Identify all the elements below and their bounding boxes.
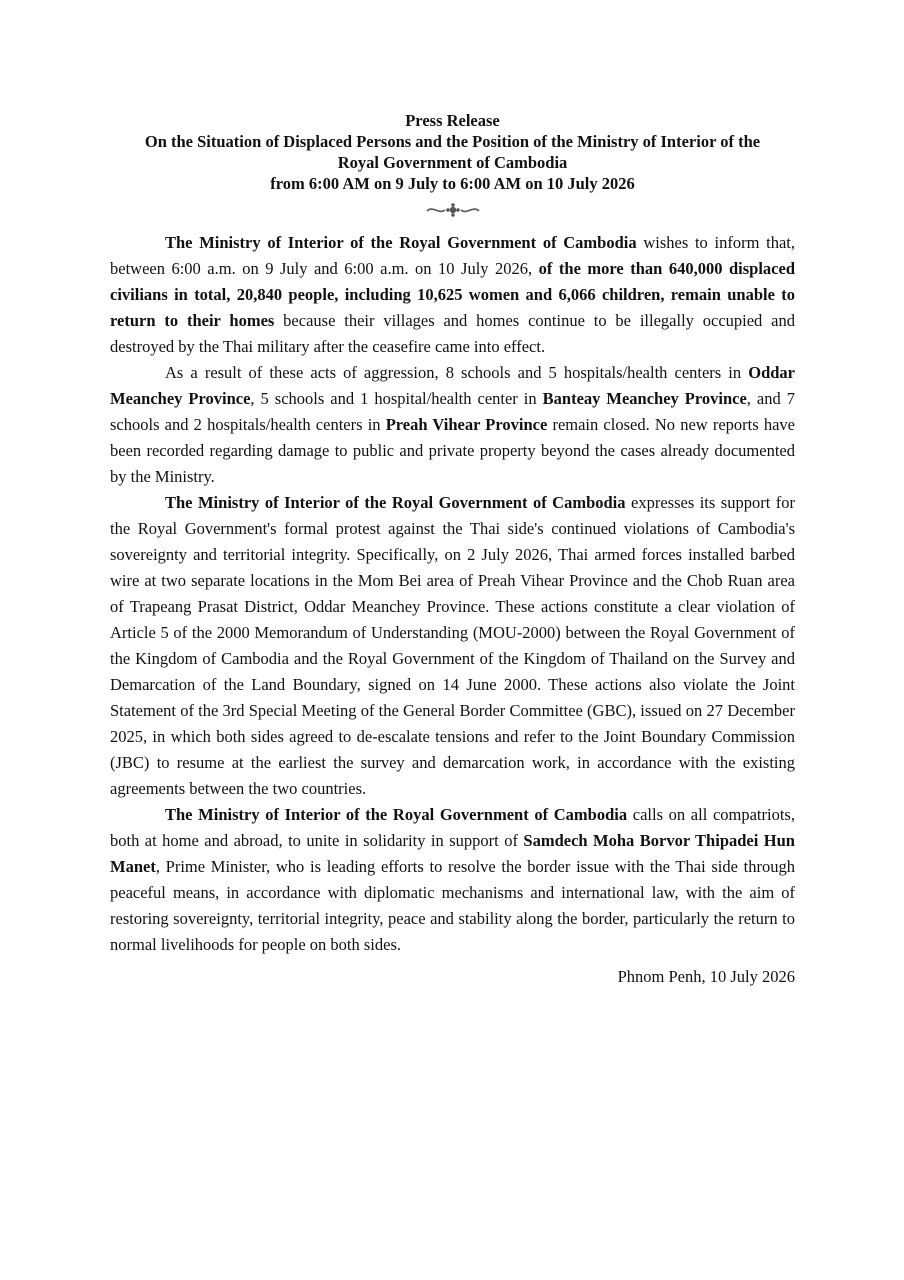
- document-period: from 6:00 AM on 9 July to 6:00 AM on 10 July 2026: [270, 174, 635, 193]
- paragraph-text: As a result of these acts of aggression, 8 schools and 5 hospitals/health centers in: [165, 363, 749, 382]
- decorative-flourish-icon: [110, 202, 795, 220]
- press-release-body: [110, 230, 795, 958]
- paragraph-text: calls on all compatriots, both at home and abroad, to unite in solidarity in support of: [110, 805, 795, 850]
- paragraph-text: remain closed. No new reports have been recorded regarding damage to public and private property beyond the cases already documented by the Ministry.: [110, 415, 795, 486]
- ministry-name: The Ministry of Interior of the Royal Government of Cambodia: [165, 805, 628, 824]
- press-release-header: [110, 110, 795, 194]
- paragraph-solidarity-call: [110, 802, 795, 958]
- press-release-page: [110, 110, 795, 990]
- ministry-name: The Ministry of Interior of the Royal Government of Cambodia: [165, 233, 637, 252]
- prime-minister-name: Samdech Moha Borvor Thipadei Hun Manet: [110, 831, 795, 876]
- paragraph-schools-closed: [110, 360, 795, 490]
- paragraph-protest: [110, 490, 795, 802]
- province-name: Oddar Meanchey Province: [110, 363, 795, 408]
- displaced-figures: of the more than 640,000 displaced civilians in total, 20,840 people, including 10,625 women and 6,066 children, remain unable to return to their homes: [110, 259, 795, 330]
- ministry-name: The Ministry of Interior of the Royal Government of Cambodia: [165, 493, 626, 512]
- province-name: Banteay Meanchey Province: [542, 389, 747, 408]
- place-and-date: Phnom Penh, 10 July 2026: [617, 967, 795, 986]
- document-subtitle-line-1: On the Situation of Displaced Persons and the Position of the Ministry of Interior of the: [144, 132, 761, 151]
- province-name: Preah Vihear Province: [385, 415, 548, 434]
- document-title: Press Release: [405, 111, 500, 130]
- document-subtitle-line-2: Royal Government of Cambodia: [337, 153, 568, 172]
- paragraph-displaced-persons: [110, 230, 795, 360]
- paragraph-text: , Prime Minister, who is leading efforts to resolve the border issue with the Thai side through peaceful means, in accordance with diplomatic mechanisms and international law, with the aim of restoring sovereignty, territorial integrity, peace and stability along the border, particularly the return to normal livelihoods for people on both sides.: [110, 857, 795, 954]
- paragraph-text: , 5 schools and 1 hospital/health center in: [250, 389, 543, 408]
- paragraph-text: wishes to inform that, between 6:00 a.m. on 9 July and 6:00 a.m. on 10 July 2026,: [110, 233, 795, 278]
- paragraph-text: because their villages and homes continue to be illegally occupied and destroyed by the Thai military after the ceasefire came into effect.: [110, 311, 795, 356]
- paragraph-text: , and 7 schools and 2 hospitals/health centers in: [110, 389, 795, 434]
- paragraph-text: expresses its support for the Royal Government's formal protest against the Thai side's continued violations of Cambodia's sovereignty and territorial integrity. Specifically, on 2 July 2026, Thai armed forces installed barbed wire at two separate locations in the Mom Bei area of Preah Vihear Province and the Chob Ruan area of Trapeang Prasat District, Oddar Meanchey Province. These actions constitute a clear violation of Article 5 of the 2000 Memorandum of Understanding (MOU-2000) between the Royal Government of the Kingdom of Cambodia and the Royal Government of the Kingdom of Thailand on the Survey and Demarcation of the Land Boundary, signed on 14 June 2000. These actions also violate the Joint Statement of the 3rd Special Meeting of the General Border Committee (GBC), issued on 27 December 2025, in which both sides agreed to de-escalate tensions and refer to the Joint Boundary Commission (JBC) to resume at the earliest the survey and demarcation work, in accordance with the existing agreements between the two countries.: [110, 493, 795, 798]
